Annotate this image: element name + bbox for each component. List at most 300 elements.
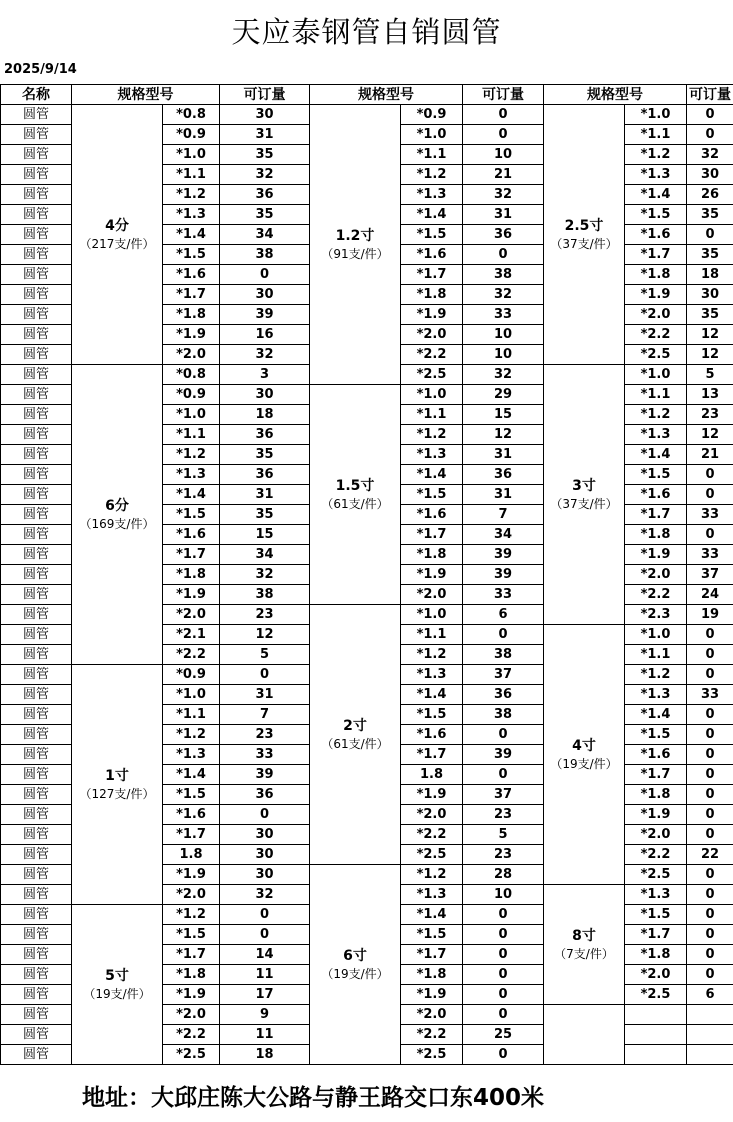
spec-cell: *2.0 [401,1005,463,1025]
spec-cell: *1.8 [625,265,687,285]
spec-cell: *2.5 [163,1045,220,1065]
product-name-cell: 圆管 [1,265,72,285]
footer [0,1064,733,1122]
spec-cell: *1.5 [625,725,687,745]
spec-cell: *1.6 [625,485,687,505]
product-name-cell: 圆管 [1,445,72,465]
product-name-cell: 圆管 [1,145,72,165]
qty-cell: 0 [687,625,733,645]
qty-cell: 32 [463,185,544,205]
spec-cell: *2.0 [401,805,463,825]
qty-cell: 19 [687,605,733,625]
spec-cell: *2.5 [401,1045,463,1065]
size-group-pack: （169支/件） [72,515,162,533]
product-name-cell: 圆管 [1,765,72,785]
size-group-label: 5寸 [72,967,162,985]
size-group-cell [310,605,401,865]
product-name-cell: 圆管 [1,985,72,1005]
spec-cell: *2.2 [163,645,220,665]
qty-cell: 10 [463,885,544,905]
spec-cell: *1.9 [625,805,687,825]
spec-cell: *1.6 [625,225,687,245]
size-group-pack: （37支/件） [544,495,624,513]
spec-cell: *1.8 [163,565,220,585]
qty-cell: 23 [220,725,310,745]
qty-cell: 39 [220,305,310,325]
size-group-pack: （19支/件） [72,985,162,1003]
spec-cell: *1.7 [625,925,687,945]
size-group-cell [544,625,625,885]
spec-cell: *1.9 [163,865,220,885]
qty-cell: 39 [463,745,544,765]
product-name-cell: 圆管 [1,725,72,745]
qty-cell: 23 [220,605,310,625]
product-name-cell: 圆管 [1,405,72,425]
qty-cell: 18 [687,265,733,285]
spec-cell: *1.9 [163,985,220,1005]
size-group-cell [310,865,401,1065]
qty-cell: 22 [687,845,733,865]
qty-cell: 32 [220,565,310,585]
spec-cell: *1.6 [401,245,463,265]
size-group-cell [72,905,163,1065]
header-qty: 可订量 [463,85,544,105]
qty-cell: 0 [687,805,733,825]
size-group-label: 1寸 [72,767,162,785]
spec-cell: *1.4 [401,905,463,925]
size-group-cell [310,385,401,605]
qty-cell: 0 [463,625,544,645]
qty-cell: 36 [463,225,544,245]
spec-cell: *1.8 [625,945,687,965]
spec-cell: *1.0 [163,405,220,425]
spec-cell: *2.0 [625,305,687,325]
qty-cell: 31 [463,445,544,465]
product-name-cell: 圆管 [1,185,72,205]
spec-cell: *0.9 [163,665,220,685]
spec-cell: *2.2 [625,585,687,605]
spec-cell: *1.0 [401,605,463,625]
size-group-cell [544,885,625,1005]
qty-cell: 37 [463,785,544,805]
spec-cell: *1.9 [401,785,463,805]
header-spec: 规格型号 [72,85,220,105]
product-name-cell: 圆管 [1,885,72,905]
qty-cell: 0 [220,925,310,945]
header-row [1,85,733,105]
spec-cell: *2.2 [401,345,463,365]
qty-cell: 0 [687,125,733,145]
product-name-cell: 圆管 [1,665,72,685]
qty-cell: 21 [687,445,733,465]
spec-cell: *1.2 [163,185,220,205]
qty-cell: 31 [220,685,310,705]
qty-cell: 15 [220,525,310,545]
empty-qty-cell [687,1005,733,1025]
spec-cell: *1.3 [625,685,687,705]
qty-cell: 36 [463,465,544,485]
qty-cell: 25 [463,1025,544,1045]
spec-cell: *2.2 [163,1025,220,1045]
product-name-cell: 圆管 [1,925,72,945]
qty-cell: 33 [687,545,733,565]
qty-cell: 0 [463,765,544,785]
size-group-cell [544,105,625,365]
qty-cell: 0 [463,1045,544,1065]
qty-cell: 38 [220,245,310,265]
qty-cell: 39 [463,565,544,585]
spec-cell: *2.1 [163,625,220,645]
spec-cell: *2.5 [625,985,687,1005]
qty-cell: 28 [463,865,544,885]
qty-cell: 0 [463,925,544,945]
qty-cell: 11 [220,965,310,985]
qty-cell: 0 [687,645,733,665]
qty-cell: 23 [463,805,544,825]
qty-cell: 0 [687,745,733,765]
spec-cell: *1.6 [401,505,463,525]
spec-cell: *1.0 [625,365,687,385]
qty-cell: 0 [687,485,733,505]
qty-cell: 33 [463,585,544,605]
spec-cell: *2.2 [625,325,687,345]
qty-cell: 12 [687,425,733,445]
spec-cell: *1.8 [625,525,687,545]
qty-cell: 32 [220,345,310,365]
qty-cell: 32 [220,885,310,905]
qty-cell: 30 [220,385,310,405]
qty-cell: 30 [220,285,310,305]
product-name-cell: 圆管 [1,1045,72,1065]
empty-spec-cell [625,1045,687,1065]
qty-cell: 0 [687,965,733,985]
spec-cell: *1.1 [401,145,463,165]
qty-cell: 0 [687,925,733,945]
qty-cell: 0 [687,825,733,845]
spec-cell: *1.9 [401,565,463,585]
product-name-cell: 圆管 [1,805,72,825]
spec-cell: *0.8 [163,365,220,385]
spec-cell: *1.4 [401,205,463,225]
product-name-cell: 圆管 [1,1025,72,1045]
qty-cell: 18 [220,405,310,425]
qty-cell: 35 [687,305,733,325]
product-name-cell: 圆管 [1,605,72,625]
spec-cell: *1.8 [401,545,463,565]
qty-cell: 12 [687,345,733,365]
product-name-cell: 圆管 [1,945,72,965]
spec-cell: *1.5 [163,925,220,945]
spec-cell: *2.5 [401,845,463,865]
product-name-cell: 圆管 [1,465,72,485]
qty-cell: 0 [687,865,733,885]
spec-cell: *1.7 [625,505,687,525]
spec-cell: *1.3 [401,665,463,685]
spec-cell: *2.0 [625,965,687,985]
product-name-cell: 圆管 [1,165,72,185]
qty-cell: 0 [687,105,733,125]
product-name-cell: 圆管 [1,705,72,725]
empty-spec-cell [625,1025,687,1045]
qty-cell: 21 [463,165,544,185]
qty-cell: 32 [463,365,544,385]
qty-cell: 30 [220,865,310,885]
header-spec: 规格型号 [310,85,463,105]
qty-cell: 7 [463,505,544,525]
product-name-cell: 圆管 [1,225,72,245]
spec-cell: *0.9 [163,125,220,145]
spec-cell: *2.2 [401,825,463,845]
qty-cell: 11 [220,1025,310,1045]
spec-cell: *1.9 [625,285,687,305]
spec-cell: *1.1 [625,125,687,145]
spec-cell: *1.7 [163,945,220,965]
product-name-cell: 圆管 [1,205,72,225]
spec-cell: *1.7 [163,285,220,305]
spec-cell: *2.0 [163,345,220,365]
qty-cell: 36 [220,465,310,485]
qty-cell: 30 [220,845,310,865]
page-title: 天应泰钢管自销圆管 [0,10,733,51]
qty-cell: 0 [463,105,544,125]
qty-cell: 0 [687,905,733,925]
spec-cell: *2.0 [163,1005,220,1025]
product-name-cell: 圆管 [1,385,72,405]
size-group-pack: （7支/件） [544,945,624,963]
qty-cell: 13 [687,385,733,405]
qty-cell: 15 [463,405,544,425]
product-name-cell: 圆管 [1,485,72,505]
size-group-pack: （19支/件） [310,965,400,983]
product-name-cell: 圆管 [1,545,72,565]
qty-cell: 0 [463,1005,544,1025]
header-spec: 规格型号 [544,85,687,105]
qty-cell: 6 [463,605,544,625]
qty-cell: 5 [220,645,310,665]
spec-cell: *1.4 [625,445,687,465]
spec-cell: *1.9 [625,545,687,565]
address-text: 地址：大邱庄陈大公路与静王路交口东400米 [82,1079,544,1112]
spec-cell: *1.2 [625,145,687,165]
qty-cell: 35 [687,205,733,225]
spec-cell: *1.7 [625,245,687,265]
spec-cell: *2.0 [401,585,463,605]
size-group-cell [72,105,163,365]
inventory-table [0,84,733,1065]
qty-cell: 33 [463,305,544,325]
qty-cell: 30 [687,165,733,185]
qty-cell: 0 [463,905,544,925]
spec-cell: *1.5 [401,225,463,245]
empty-qty-cell [687,1025,733,1045]
qty-cell: 32 [220,165,310,185]
spec-cell: *1.1 [163,165,220,185]
product-name-cell: 圆管 [1,865,72,885]
spec-cell: *1.0 [625,105,687,125]
spec-cell: *1.4 [625,705,687,725]
product-name-cell: 圆管 [1,125,72,145]
product-name-cell: 圆管 [1,345,72,365]
spec-cell: *1.3 [625,425,687,445]
qty-cell: 10 [463,325,544,345]
spec-cell: *1.5 [625,465,687,485]
spec-cell: *1.7 [401,745,463,765]
qty-cell: 12 [220,625,310,645]
qty-cell: 14 [220,945,310,965]
qty-cell: 23 [463,845,544,865]
spec-cell: *1.8 [163,305,220,325]
spec-cell: *1.3 [163,205,220,225]
qty-cell: 0 [687,225,733,245]
spec-cell: *1.9 [163,585,220,605]
spec-cell: *1.2 [401,645,463,665]
qty-cell: 38 [463,645,544,665]
spec-cell: *1.9 [163,325,220,345]
spec-cell: *1.7 [163,825,220,845]
qty-cell: 36 [220,185,310,205]
spec-cell: *1.5 [625,205,687,225]
qty-cell: 29 [463,385,544,405]
qty-cell: 30 [220,825,310,845]
spec-cell: *1.0 [401,125,463,145]
size-group-label: 1.2寸 [310,227,400,245]
qty-cell: 36 [463,685,544,705]
spec-cell: *1.5 [163,245,220,265]
spec-cell: *1.0 [401,385,463,405]
spec-cell: *2.2 [401,1025,463,1045]
spec-cell: *2.5 [625,345,687,365]
size-group-pack: （91支/件） [310,245,400,263]
qty-cell: 38 [463,705,544,725]
size-group-label: 2.5寸 [544,217,624,235]
qty-cell: 39 [463,545,544,565]
size-group-label: 3寸 [544,477,624,495]
spec-cell: *1.2 [625,405,687,425]
product-name-cell: 圆管 [1,565,72,585]
qty-cell: 0 [687,665,733,685]
spec-cell: *0.9 [163,385,220,405]
qty-cell: 34 [463,525,544,545]
qty-cell: 0 [463,945,544,965]
product-name-cell: 圆管 [1,305,72,325]
product-name-cell: 圆管 [1,745,72,765]
qty-cell: 35 [220,145,310,165]
spec-cell: *1.3 [401,445,463,465]
qty-cell: 10 [463,145,544,165]
size-group-cell [72,665,163,905]
table-row [1,105,733,125]
header-qty: 可订量 [220,85,310,105]
qty-cell: 30 [687,285,733,305]
size-group-label: 6分 [72,497,162,515]
header-qty: 可订量 [687,85,733,105]
spec-cell: *1.2 [163,905,220,925]
qty-cell: 36 [220,425,310,445]
qty-cell: 0 [687,525,733,545]
product-name-cell: 圆管 [1,585,72,605]
size-group-label: 8寸 [544,927,624,945]
spec-cell: *1.4 [401,685,463,705]
empty-qty-cell [687,1045,733,1065]
spec-cell: *1.6 [163,805,220,825]
spec-cell: *1.3 [163,745,220,765]
size-group-label: 6寸 [310,947,400,965]
qty-cell: 0 [687,945,733,965]
spec-cell: *2.0 [625,565,687,585]
qty-cell: 38 [220,585,310,605]
qty-cell: 32 [463,285,544,305]
qty-cell: 33 [687,685,733,705]
spec-cell: *1.4 [163,765,220,785]
qty-cell: 37 [463,665,544,685]
empty-spec-cell [625,1005,687,1025]
qty-cell: 35 [687,245,733,265]
qty-cell: 36 [220,785,310,805]
size-group-cell [310,105,401,385]
product-name-cell: 圆管 [1,905,72,925]
qty-cell: 17 [220,985,310,1005]
qty-cell: 32 [687,145,733,165]
spec-cell: *1.7 [401,265,463,285]
spec-cell: *1.8 [163,965,220,985]
qty-cell: 0 [687,785,733,805]
spec-cell: *1.5 [401,705,463,725]
qty-cell: 0 [463,985,544,1005]
qty-cell: 23 [687,405,733,425]
spec-cell: *2.2 [625,845,687,865]
product-name-cell: 圆管 [1,505,72,525]
spec-cell: *1.1 [163,705,220,725]
spec-cell: *1.3 [625,165,687,185]
product-name-cell: 圆管 [1,645,72,665]
qty-cell: 0 [220,905,310,925]
spec-cell: *1.5 [163,785,220,805]
qty-cell: 10 [463,345,544,365]
size-group-cell [544,365,625,625]
qty-cell: 16 [220,325,310,345]
size-group-label: 4分 [72,217,162,235]
qty-cell: 34 [220,545,310,565]
spec-cell: *2.5 [401,365,463,385]
qty-cell: 0 [463,725,544,745]
qty-cell: 0 [687,465,733,485]
spec-cell: *1.7 [625,765,687,785]
qty-cell: 0 [687,765,733,785]
spec-cell: *2.0 [625,825,687,845]
spec-cell: *1.4 [401,465,463,485]
spec-cell: *1.2 [401,425,463,445]
spec-cell: *1.4 [625,185,687,205]
qty-cell: 0 [687,725,733,745]
qty-cell: 33 [687,505,733,525]
spec-cell: *1.8 [401,285,463,305]
spec-cell: *1.7 [163,545,220,565]
qty-cell: 38 [463,265,544,285]
qty-cell: 3 [220,365,310,385]
qty-cell: 39 [220,765,310,785]
product-name-cell: 圆管 [1,365,72,385]
qty-cell: 0 [687,705,733,725]
size-group-pack: （37支/件） [544,235,624,253]
qty-cell: 9 [220,1005,310,1025]
qty-cell: 34 [220,225,310,245]
spec-cell: *1.4 [163,225,220,245]
size-group-pack: （217支/件） [72,235,162,253]
spec-cell: *1.0 [163,145,220,165]
spec-cell: *2.5 [625,865,687,885]
spec-cell: *1.1 [401,405,463,425]
qty-cell: 0 [463,245,544,265]
